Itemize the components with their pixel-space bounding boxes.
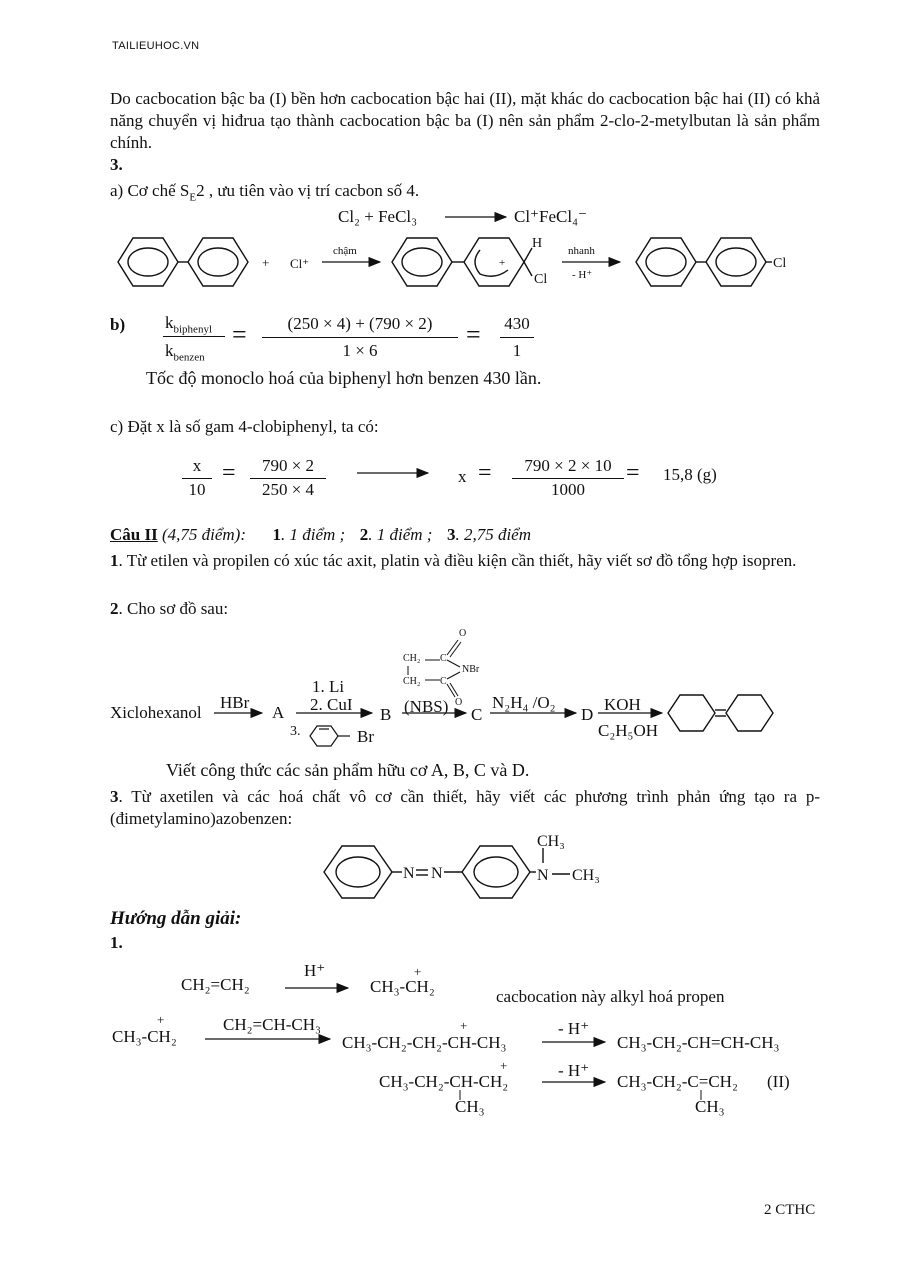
nbs-o-bottom: O <box>455 697 463 708</box>
sigma-h: H <box>532 236 543 251</box>
c-equals-3: = <box>626 460 640 486</box>
sol-eq2-reagent: CH₂=CH-CH₃ <box>223 1015 321 1034</box>
cau2-heading: Câu II (4,75 điểm): 1. 1 điểm ; 2. 1 điểm ; 3. 2,75 điểm <box>110 525 531 544</box>
c-x: x <box>192 456 202 475</box>
c-result: 15,8 (g) <box>663 465 717 484</box>
sol-eq2-product: CH₃-CH₂-CH=CH-CH₃ <box>617 1033 780 1052</box>
c-den: 250 × 4 <box>261 480 315 499</box>
sol-eq2-left: CH₃-CH₂ <box>112 1027 177 1046</box>
azo-n1: N <box>403 865 415 882</box>
site-header: TAILIEUHOC.VN <box>112 40 200 52</box>
plus-sign: + <box>262 255 270 270</box>
cau2-q2: 2. Cho sơ đồ sau: <box>110 599 229 618</box>
sol-eq3-plus: + <box>500 1058 508 1073</box>
nbs-c-top: C <box>440 653 447 664</box>
sol-eq1-plus: + <box>414 964 422 979</box>
sol-eq3-label: (II) <box>767 1072 790 1091</box>
cyclohexenyl-bromide-structure <box>310 726 350 746</box>
scheme-nbs: (NBS) <box>404 697 449 716</box>
scheme-step3: 3. <box>290 724 301 739</box>
result-denominator: 1 <box>512 341 522 360</box>
equals-1: = <box>232 320 247 349</box>
scheme-hbr: HBr <box>220 693 250 712</box>
c-bar-2 <box>250 478 326 479</box>
part3-c-text: c) Đặt x là số gam 4-clobiphenyl, ta có: <box>110 417 379 436</box>
cau2-q3: 3. Từ axetilen và các hoá chất vô cơ cần thiết, hãy viết các phương trình phản ứng tạo ra p-(đimetylamino)azobenzen: <box>110 787 820 828</box>
sol-eq1-right: CH₃-CH₂ <box>370 977 435 996</box>
sol-eq3-minus-h: - H⁺ <box>558 1061 590 1080</box>
scheme-koh: KOH <box>604 695 641 714</box>
sol-eq1-left: CH₂=CH₂ <box>181 975 250 994</box>
k-biphenyl: $k_{biphenyl}$ <box>165 313 212 336</box>
sol-eq2-minus-h: - H⁺ <box>558 1019 590 1038</box>
azo-ch3-right: CH₃ <box>572 867 600 884</box>
nbs-ch2-top: CH₂ <box>403 653 421 664</box>
scheme-n2h4: N₂H₄ /O₂ <box>492 693 556 712</box>
c-bar-3 <box>512 478 624 479</box>
result-numerator: 430 <box>504 314 530 333</box>
sol-eq3-product: CH₃-CH₂-C=CH₂ <box>617 1072 738 1091</box>
scheme-step1: 1. Li <box>312 677 345 696</box>
equals-2: = <box>466 320 481 349</box>
scheme-start: Xiclohexanol <box>110 703 202 722</box>
ratio-numerator: (250 × 4) + (790 × 2) <box>287 314 433 333</box>
b-conclusion: Tốc độ monoclo hoá của biphenyl hơn benzen 430 lần. <box>146 368 542 388</box>
part3-a-text: a) Cơ chế $S_E2$ , ưu tiên vào vị trí cacbon số 4. <box>110 181 420 204</box>
biphenyl-structure <box>118 238 248 286</box>
cau2-q1: 1. Từ etilen và propilen có xúc tác axit, platin và điều kiện cần thiết, hãy viết sơ đồ tổng hợp isopren. <box>110 551 797 570</box>
c-num2: 790 × 2 × 10 <box>524 456 612 475</box>
k-benzen: $k_{benzen}$ <box>165 341 205 364</box>
k-fraction-bar <box>163 336 225 337</box>
sol-eq1-cat: H⁺ <box>304 961 326 980</box>
scheme-c: C <box>471 705 483 724</box>
sol-eq3-branch: CH₃ <box>455 1097 485 1116</box>
sigma-complex-structure <box>392 238 532 286</box>
nbs-o-top: O <box>459 628 467 639</box>
sol-eq3-left: CH₃-CH₂-CH-CH₂ <box>379 1072 509 1091</box>
sigma-cl: Cl <box>534 272 548 287</box>
scheme-b: B <box>380 705 392 724</box>
reagent-left: Cl₂ + FeCl₃ <box>338 207 418 226</box>
nbs-c-bottom: C <box>440 676 447 687</box>
reagent-right: Cl⁺FeCl₄⁻ <box>514 207 587 226</box>
c-num: 790 × 2 <box>261 456 315 475</box>
c-x2: x <box>458 467 467 486</box>
minus-h-label: - H⁺ <box>572 269 593 281</box>
scheme-etoh: C₂H₅OH <box>598 721 659 740</box>
nbs-ch2-bottom: CH₂ <box>403 676 421 687</box>
result-bar <box>500 337 534 338</box>
slow-label: chậm <box>333 245 357 257</box>
chlorobiphenyl-structure <box>636 238 772 286</box>
scheme-d: D <box>581 705 594 724</box>
page-footer: 2 CTHC <box>764 1202 816 1218</box>
c-den2: 1000 <box>551 480 585 499</box>
azo-n3: N <box>537 867 549 884</box>
sol-eq3-branch2: CH₃ <box>695 1097 725 1116</box>
nbs-structure <box>408 640 461 697</box>
intro-paragraph: Do cacbocation bậc ba (I) bền hơn cacbocation bậc hai (II), mặt khác do cacbocation bậc hai (II) có khả năng chuyển vị hiđrua tạo thành cacbocation bậc ba (I) nên sản phẩm 2-clo-2-metylbutan là sản phẩm chính. <box>110 89 820 152</box>
ratio-bar <box>262 337 458 338</box>
c-equals-1: = <box>222 460 236 486</box>
fast-label: nhanh <box>568 245 595 257</box>
part3-number: 3. <box>110 155 123 174</box>
scheme-br: Br <box>357 727 374 746</box>
ratio-denominator: 1 × 6 <box>342 341 378 360</box>
c-10: 10 <box>188 480 206 499</box>
scheme-a: A <box>272 703 285 722</box>
sol-eq2-right: CH₃-CH₂-CH₂-CH-CH₃ <box>342 1033 507 1052</box>
cau2-q2-task: Viết công thức các sản phẩm hữu cơ A, B, C và D. <box>166 760 530 780</box>
sol-eq2-plus-1: + <box>157 1012 165 1027</box>
solution-number: 1. <box>110 933 123 952</box>
sol-eq1-note: cacbocation này alkyl hoá propen <box>496 987 725 1006</box>
scheme-step2: 2. CuI <box>310 695 353 714</box>
bicyclohexylidene-structure <box>668 695 773 731</box>
cl-plus: Cl⁺ <box>290 256 310 271</box>
solution-title: Hướng dẫn giải: <box>110 908 242 929</box>
azobenzene-structure <box>324 846 570 898</box>
sigma-plus: + <box>499 257 506 269</box>
part3-b-label: b) <box>110 315 126 334</box>
azo-n2: N <box>431 865 443 882</box>
c-bar-1 <box>182 478 212 479</box>
c-equals-2: = <box>478 460 492 486</box>
nbs-nbr: NBr <box>462 664 480 675</box>
sol-eq2-plus-2: + <box>460 1018 468 1033</box>
product-cl: Cl <box>773 256 787 271</box>
azo-ch3-top: CH₃ <box>537 833 565 850</box>
